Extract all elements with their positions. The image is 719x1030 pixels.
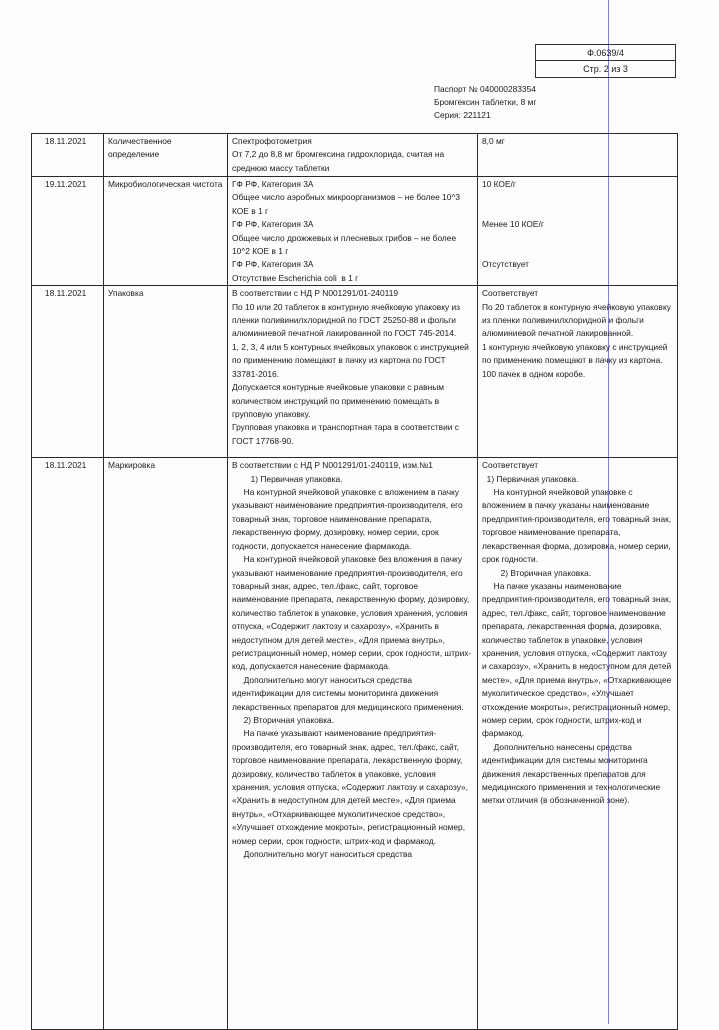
result-cell (478, 286, 678, 458)
result-cell (478, 458, 678, 1030)
requirement-line: Общее число аэробных микроорганизмов – не более 10^3 КОЕ в 1 г (232, 192, 463, 216)
result-line: 8,0 мг (482, 136, 505, 146)
requirement-line: В соответствии с НД Р N001291/01-240119 (232, 288, 399, 299)
result-line: Менее 10 КОЕ/г (482, 219, 544, 230)
requirement-line: В соответствии с НД Р N001291/01-240119, изм.№1 (232, 460, 433, 471)
result-line: Отсутствует (482, 259, 529, 270)
requirement-line: Дополнительно могут наноситься средства (232, 849, 412, 860)
parameter-cell (104, 134, 228, 177)
requirement-line: На контурной ячейковой упаковке без вложения в пачку указывают наименование предприятия-производителя, его товарный знак, адрес, тел./факс, сайт, торговое наименование препарата, лекарственную форму, дозировку, количество таблеток в упаковке, условия хранения, условия отпуска, «Содержит лактозу и сахарозу», «Хранить в недоступном для детей месте», «Для приема внутрь», регистрационный номер, номер серии, срок годности, штрих-код, допускается нанесение фармакода. (232, 554, 472, 672)
form-code-box (535, 44, 676, 78)
result-line: На контурной ячейковой упаковке с вложением в пачку указаны наименование предприятия-производителя, его товарный знак, торговое наименование препарата, лекарственная форма, дозировка, номер серии, срок годности. (482, 487, 674, 565)
requirement-line: По 10 или 20 таблеток в контурную ячейковую упаковку из пленки поливинилхлоридной по ГОСТ 25250-88 и фольги алюминиевой печатной лакированной по ГОСТ 745-2014. (232, 301, 463, 339)
parameter-name: Микробиологическая чистота (108, 179, 223, 189)
date-cell (32, 177, 104, 286)
series-number: Серия: 221121 (434, 110, 491, 120)
parameter-name: Маркировка (108, 460, 155, 471)
requirement-line: Дополнительно могут наноситься средства идентификации для системы мониторинга движения лекарственных препаратов для медицинского применения. (232, 674, 464, 712)
result-line: Соответствует (482, 288, 539, 299)
result-cell (478, 177, 678, 286)
test-date: 18.11.2021 (45, 460, 87, 471)
result-line (482, 245, 673, 258)
passport-header (434, 83, 536, 122)
requirement-cell (228, 286, 478, 458)
requirement-cell (228, 134, 478, 177)
requirement-line: ГФ РФ, Категория 3А (232, 259, 314, 270)
result-line: 1 контурную ячейковую упаковку с инструкцией по применению помещают в пачку из картона. 100 пачек в одном коробе. (482, 341, 670, 379)
date-cell (32, 134, 104, 177)
page-counter: Стр. 2 из 3 (583, 64, 628, 74)
requirement-line: От 7,2 до 8,8 мг бромгексина гидрохлорида, считая на среднюю массу таблетки (232, 149, 447, 173)
result-line (482, 205, 673, 218)
parameter-cell (104, 458, 228, 1030)
result-line: 2) Вторичная упаковка. (482, 567, 592, 578)
date-cell (32, 458, 104, 1030)
requirement-cell (228, 458, 478, 1030)
requirement-line: Спектрофотометрия (232, 136, 312, 146)
requirement-line: ГФ РФ, Категория 3А (232, 179, 314, 189)
test-date: 18.11.2021 (45, 288, 87, 299)
table-row (32, 177, 678, 286)
requirement-line: На пачке указывают наименование предприятия-производителя, его товарный знак, адрес, тел./факс, сайт, торговое наименование препарата, лекарственную форму, дозировку, количество таблеток в упаковке, условия хранения, условия отпуска, «Содержит лактозу и сахарозу», «Хранить в недоступном для детей месте», «Для приема внутрь», «Отхаркивающее муколитическое средство», «Улучшает отхождение мокроты», регистрационный номер, номер серии, срок годности, штрих-код и фармакод. (232, 728, 471, 846)
requirement-line: 1, 2, 3, 4 или 5 контурных ячейковых упаковок с инструкцией по применению помещают в пачку из картона по ГОСТ 33781-2016. (232, 341, 472, 379)
result-line (482, 232, 673, 245)
table-row (32, 458, 678, 1030)
result-line: Соответствует (482, 460, 539, 471)
requirement-line: Допускается контурные ячейковые упаковки с равным количеством инструкций по применению помещать в групповую упаковку. (232, 382, 447, 419)
requirement-line: Групповая упаковка и транспортная тара в соответствии с ГОСТ 17768-90. (232, 422, 462, 446)
requirement-line: 2) Вторичная упаковка. (232, 714, 335, 725)
parameter-name: Количественное определение (108, 136, 172, 160)
requirement-line: Отсутствие Escherichia coli в 1 г (232, 272, 359, 283)
table-row (32, 134, 678, 177)
passport-number: Паспорт № 040000283354 (434, 84, 536, 94)
parameter-cell (104, 286, 228, 458)
result-line: По 20 таблеток в контурную ячейковую упаковку из пленки поливинилхлоридной и фольги алюминиевой печатной лакированной. (482, 301, 674, 339)
test-date: 18.11.2021 (45, 136, 87, 146)
result-line: На пачке указаны наименование предприятия-производителя, его товарный знак, адрес, тел./факс, сайт, торговое наименование препарата, лекарственная форма, дозировка, количество таблеток в упаковке, условия хранения, условия отпуска, «Содержит лактозу и сахарозу», «Хранить в недоступном для детей месте», «Для приема внутрь», «Отхаркивающее муколитическое средство», «Улучшает отхождение мокроты», регистрационный номер, номер серии, срок годности, штрих-код и фармакод. (482, 580, 674, 739)
result-line (482, 191, 673, 204)
parameter-name: Упаковка (108, 288, 144, 299)
result-line: Дополнительно нанесены средства идентификации для системы мониторинга движения лекарственных препаратов для медицинского применения и технологические метки отличия (в обозначенной зоне). (482, 741, 663, 806)
result-line: 1) Первичная упаковка. (482, 473, 579, 484)
result-line: 10 КОЕ/г (482, 179, 516, 189)
table-row (32, 286, 678, 458)
requirement-line: На контурной ячейковой упаковке с вложением в пачку указывают наименование предприятия-производителя, его товарный знак, торговое наименование препарата, лекарственную форму, дозировку, номер серии, срок годности, допускается нанесение фармакода. (232, 487, 465, 551)
requirement-line: ГФ РФ, Категория 3А (232, 219, 314, 230)
requirement-cell (228, 177, 478, 286)
requirement-line: Общее число дрожжевых и плесневых грибов – не более 10^2 КОЕ в 1 г (232, 232, 459, 257)
date-cell (32, 286, 104, 458)
parameter-cell (104, 177, 228, 286)
form-code: Ф.0639/4 (536, 45, 675, 61)
product-name: Бромгексин таблетки, 8 мг (434, 97, 537, 107)
results-table (31, 133, 678, 1030)
test-date: 19.11.2021 (45, 179, 87, 189)
requirement-line: 1) Первичная упаковка. (232, 473, 343, 484)
result-cell (478, 134, 678, 177)
